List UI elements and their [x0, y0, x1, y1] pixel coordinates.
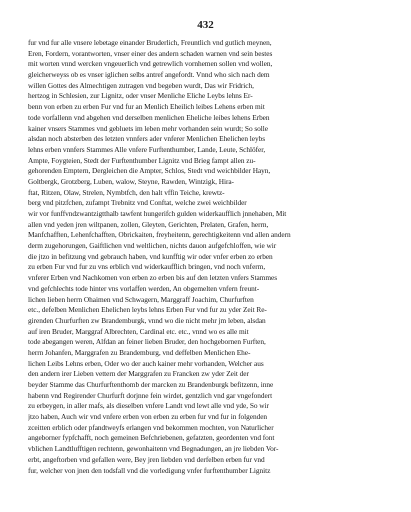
text-line: lichen lieben herrn Ohaimen vnd Schwagern, Marggraff Joachim, Churfurften	[28, 294, 254, 304]
text-line: angeborner fypfchafft, noch gemeinen Befchriebenen, gefatzten, geordenten vnd font	[28, 433, 275, 443]
text-line: kainer vnsers Stammes vnd gebluets im leben mehr vorhanden sein wurdt; So solle	[28, 123, 268, 133]
text-line: hertzog in Schlesien, zur Lignitz, oder vnser Menliche Eliche Leybs lehns Er-	[28, 91, 253, 101]
text-line: fur, welcher von jnen den todsfall vnd die vorledigung vnfer furftenthumber Lignitz	[28, 465, 271, 475]
text-line: Eren, Fordern, vorantworten, vnser einer des andern schaden warnen vnd sein bestes	[28, 48, 273, 58]
text-line: beyder Stamme das Churfurftenthomb der marcken zu Brandenburgk befitzenn, inne	[28, 380, 274, 389]
text-line: habenn vnd Regirender Churfurft dorjnne fein wirdet, gentzlich vnd gar vngefondert	[28, 390, 273, 400]
text-line: zu erben Fur vnd fur zu vns erblich vnd widerkaufflich bringen, vnd noch vnferm,	[28, 262, 266, 272]
text-line: derm zugehorungen, Gaiftlichen vnd weltlichen, nichts dauon aufgefchloffen, wie wir	[28, 241, 277, 251]
page-number: 432	[197, 19, 214, 31]
body-text	[28, 38, 385, 476]
text-line: allen vnd yeden jren wiltpanen, zollen, Gleyten, Gerichten, Prelaten, Grafen, herrn,	[28, 219, 269, 229]
text-line: gehorenden Emptern, Dergleichen die Ampter, Schlos, Stedt vnd weichbilder Hayn,	[28, 166, 271, 176]
text-line: mit worten vnnd wercken vngeuerlich vnd getrewlich vornhemen sollen vnd wollen,	[28, 59, 273, 69]
text-line: lehns erben vnnfers Stammes Alle vnfere Furftenthumber, Lande, Leute, Schlöfer,	[28, 144, 266, 154]
text-line: vnferer Erben vnd Nachkomen von erben zo erben bis auf den letzten vnfers Stammes	[28, 273, 278, 283]
text-line: alsdan noch absterben des letzten vnnfers ader vnferer Menlichen Ehelichen leybs	[28, 134, 266, 144]
text-line: auf iren Bruder, Marggraf Albrechten, Cardinal etc. etc., vnnd wo es alle mit	[28, 326, 249, 336]
text-line: jtzo haben, Auch wir vnd vnfere erben von erben zu erben fur vnd fur in folgenden	[28, 412, 268, 422]
text-line: wir vor funffvndzwantzigtthalb tawfent hungerifch gulden widerkaufflich jnnehaben, Mit	[28, 209, 287, 218]
text-line: herrn Johanfen, Marggrafen zu Brandemburg, vnd deffelben Menlichen Ehe-	[28, 347, 251, 357]
text-line: Manfchafften, Lehenfchafften, Obrickaiten, freyheitenn, gerechtigkeitenn vnd allen andern	[28, 230, 291, 240]
text-line: willen Gottes des Almechtigen zutragen vnd begeben wurdt, Das wir Fridrich,	[28, 80, 254, 90]
text-line: Ampte, Foygteien, Stedt der Furftenthumber Lignitz vnd Brieg fampt allen zu-	[28, 155, 256, 165]
text-line: den andern irer Lieben vettern der Marggrafen zu Francken zw yder Zeit der	[28, 369, 249, 379]
text-line: lichen Leibs Lehns erben, Oder wo der auch kainer mehr vorhanden, Welcher aus	[28, 358, 264, 368]
text-line: erbt, angeftorben vnd gefallen were, Bey jren liebden vnd derfelben erben fur vnd	[28, 454, 265, 464]
text-line: girenden Churfurften zw Brandemburgk, vnnd wo die nicht mehr jm leben, alsdan	[28, 315, 266, 325]
text-line: tode vorfallenn vnd abgehen vnd derselben menlichen Eheliche leibes lehens Erben	[28, 112, 270, 122]
text-line: tode abegangen weren, Alfdan an feiner lieben Bruder, den hochgebornen Furften,	[28, 337, 266, 347]
text-line: die jtzo in befitzung vnd gebrauch haben, vnd kunfftig wir oder vnfer erben zo erben	[28, 251, 273, 261]
text-line: zu erbeygen, in aller mafs, als dieselben vnfere Landt vnd lewt alle vnd yde, So wir	[28, 401, 269, 411]
text-line: zceitten erblich oder pfandtweyfs erlangen vnd bekommen mochten, von Naturlicher	[28, 422, 274, 432]
text-line: fur vnd fur alle vnsere lebetage einander Bruderlich, Freuntlich vnd gutlich meynen,	[28, 38, 272, 47]
text-line: vblichen Landtlufftigen rechtenn, gewonhaitenn vnd Begnadungen, an jre liebden Vor-	[28, 444, 279, 454]
text-line: benn von erben zu erben Fur vnd fur an Menlich Eheilich leibes Lehens erben mit	[28, 102, 265, 112]
text-line: vnd gefchlechts tode hinter vns vorlaffen werden, An obgemelten vnfern freunt-	[28, 283, 260, 293]
text-line: etc., defelben Menlichen Ehelichen leybs lehns Erben Fur vnd fur zu yder Zeit Re-	[28, 305, 267, 315]
text-line: berg vnd pitzfchen, zufampt Trebnitz vnd Conftat, welche zwei weichbilder	[28, 198, 247, 208]
text-line: gleicherweyss ob es vnser iglichen selbs antref angefordt. Vnnd who sich nach dem	[28, 70, 270, 80]
text-line: Goltbergk, Grotzberg, Luben, walow, Steyne, Rawden, Wintzigk, Hira-	[28, 176, 234, 186]
text-line: ftat, Ritzen, Olaw, Strelen, Nymbtfch, den halt vffin Teiche, krewtz-	[28, 187, 225, 197]
